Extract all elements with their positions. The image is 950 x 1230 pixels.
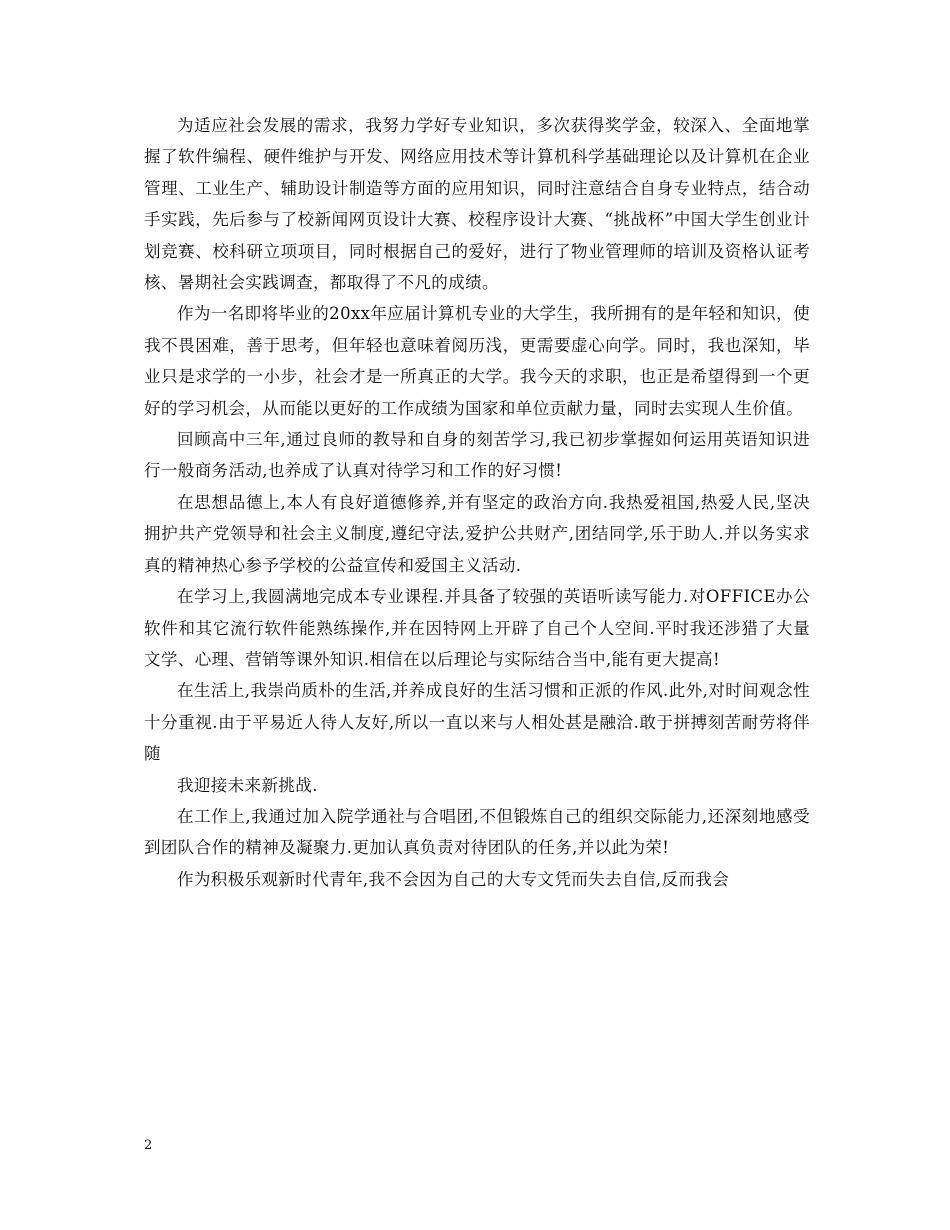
page-number: 2: [144, 1138, 153, 1153]
paragraph-2: 作为一名即将毕业的20xx年应届计算机专业的大学生，我所拥有的是年轻和知识，使我不畏困难，善于思考，但年轻也意味着阅历浅，更需要虚心向学。同时，我也深知，毕业只是求学的一小步，社会才是一所真正的大学。我今天的求职，也正是希望得到一个更好的学习机会，从而能以更好的工作成绩为国家和单位贡献力量，同时去实现人生价值。: [144, 304, 810, 418]
paragraph-4: 在思想品德上,本人有良好道德修养,并有坚定的政治方向.我热爱祖国,热爱人民,坚决拥护共产党领导和社会主义制度,遵纪守法,爱护公共财产,团结同学,乐于助人.并以务实求真的精神热心参予学校的公益宣传和爱国主义活动.: [144, 492, 810, 575]
paragraph-5: 在学习上,我圆满地完成本专业课程.并具备了较强的英语听读写能力.对OFFICE办公软件和其它流行软件能熟练操作,并在因特网上开辟了自己个人空间.平时我还涉猎了大量文学、心理、营销等课外知识.相信在以后理论与实际结合当中,能有更大提高!: [144, 587, 810, 669]
paragraph-6: 在生活上,我崇尚质朴的生活,并养成良好的生活习惯和正派的作风.此外,对时间观念性十分重视.由于平易近人待人友好,所以一直以来与人相处甚是融洽.敢于拼搏刻苦耐劳将伴随: [144, 681, 810, 764]
paragraph-1: 为适应社会发展的需求，我努力学好专业知识，多次获得奖学金，较深入、全面地掌握了软件编程、硬件维护与开发、网络应用技术等计算机科学基础理论以及计算机在企业管理、工业生产、辅助设计制造等方面的应用知识，同时注意结合自身专业特点，结合动手实践，先后参与了校新闻网页设计大赛、校程序设计大赛、“挑战杯”中国大学生创业计划竞赛、校科研立项项目，同时根据自己的爱好，进行了物业管理师的培训及资格认证考核、暑期社会实践调查，都取得了不凡的成绩。: [144, 116, 810, 293]
document-body: [144, 110, 810, 895]
paragraph-7: 我迎接未来新挑战.: [177, 775, 318, 795]
paragraph-8: 在工作上,我通过加入院学通社与合唱团,不但锻炼自己的组织交际能力,还深刻地感受到团队合作的精神及凝聚力.更加认真负责对待团队的任务,并以此为荣!: [144, 806, 810, 858]
paragraph-9: 作为积极乐观新时代青年,我不会因为自己的大专文凭而失去自信,反而我会: [177, 869, 730, 889]
paragraph-3: 回顾高中三年,通过良师的教导和自身的刻苦学习,我已初步掌握如何运用英语知识进行一般商务活动,也养成了认真对待学习和工作的好习惯!: [144, 430, 810, 481]
